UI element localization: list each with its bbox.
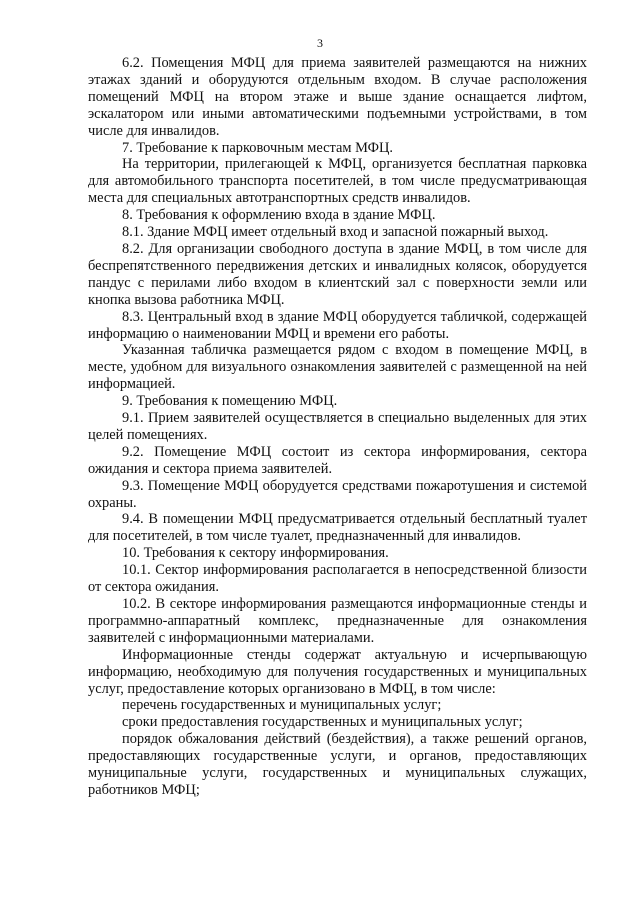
paragraph-8-3-sign: Указанная табличка размещается рядом с входом в помещение МФЦ, в месте, удобном для визуального ознакомления заявителей с размещенной на ней информацией.	[88, 342, 587, 393]
paragraph-8-2: 8.2. Для организации свободного доступа в здание МФЦ, в том числе для беспрепятственного передвижения детских и инвалидных колясок, оборудуется пандус с перилами либо входом в клиентский зал с поверхности земли или кнопка вызова работника МФЦ.	[88, 240, 587, 308]
paragraph-9-1: 9.1. Прием заявителей осуществляется в специально выделенных для этих целей помещениях.	[88, 410, 587, 443]
paragraph-6-2: 6.2. Помещения МФЦ для приема заявителей размещаются на нижних этажах зданий и оборудуются отдельным входом. В случае расположения помещений МФЦ на втором этаже и выше здание оснащается лифтом, эскалатором или иными автоматическими подъемными устройствами, в том числе для инвалидов.	[88, 55, 587, 139]
paragraph-10-1: 10.1. Сектор информирования располагается в непосредственной близости от сектора ожидания.	[88, 562, 587, 596]
paragraph-9-2: 9.2. Помещение МФЦ состоит из сектора информирования, сектора ожидания и сектора приема заявителей.	[88, 443, 587, 477]
heading-10: 10. Требования к сектору информирования.	[122, 545, 389, 562]
paragraph-8-3: 8.3. Центральный вход в здание МФЦ оборудуется табличкой, содержащей информацию о наименовании МФЦ и времени его работы.	[88, 308, 587, 342]
list-item-services: перечень государственных и муниципальных услуг;	[122, 697, 442, 714]
paragraph-8-1: 8.1. Здание МФЦ имеет отдельный вход и запасной пожарный выход.	[122, 224, 549, 241]
heading-8: 8. Требования к оформлению входа в здание МФЦ.	[122, 207, 436, 224]
paragraph-7-parking: На территории, прилегающей к МФЦ, организуется бесплатная парковка для автомобильного транспорта посетителей, в том числе предусматривающая места для специальных автотранспортных средств инвалидов.	[88, 156, 587, 207]
heading-9: 9. Требования к помещению МФЦ.	[122, 393, 338, 410]
paragraph-10-2: 10.2. В секторе информирования размещаются информационные стенды и программно-аппаратный комплекс, предназначенные для ознакомления заявителей с информационными материалами.	[88, 596, 587, 646]
heading-7: 7. Требование к парковочным местам МФЦ.	[122, 139, 394, 156]
paragraph-9-4: 9.4. В помещении МФЦ предусматривается отдельный бесплатный туалет для посетителей, в том числе туалет, предназначенный для инвалидов.	[88, 511, 587, 545]
list-item-terms: сроки предоставления государственных и муниципальных услуг;	[122, 714, 523, 731]
document-body	[88, 55, 587, 799]
list-item-appeal: порядок обжалования действий (бездействия), а также решений органов, предоставляющих государственные услуги, и органов, предоставляющих муниципальные услуги, государственных и муниципальных служащих, работников МФЦ;	[88, 731, 587, 798]
paragraph-9-3: 9.3. Помещение МФЦ оборудуется средствами пожаротушения и системой охраны.	[88, 477, 587, 511]
page-number: 3	[317, 36, 323, 50]
paragraph-info-stands: Информационные стенды содержат актуальную и исчерпывающую информацию, необходимую для получения государственных и муниципальных услуг, предоставление которых организовано в МФЦ, в том числе:	[88, 646, 587, 697]
